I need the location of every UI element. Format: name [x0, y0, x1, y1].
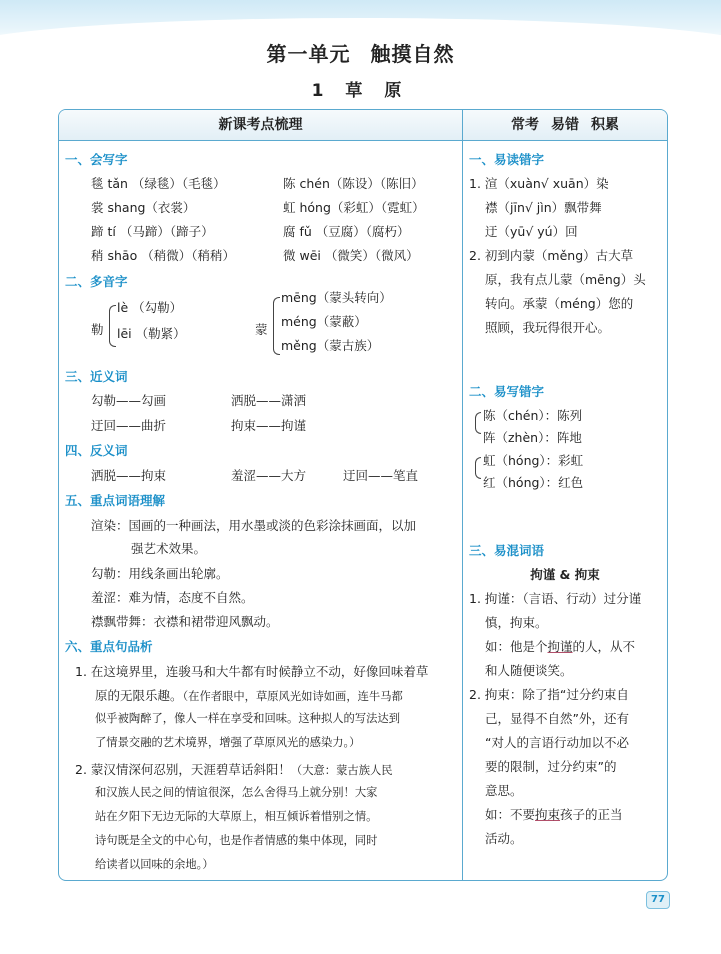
- note-line: 陈（chén）：陈列: [483, 408, 583, 423]
- example-text: 孩子的正当: [560, 807, 623, 822]
- section-title: 一、易读错字: [469, 152, 545, 167]
- brace: [475, 412, 481, 434]
- note-line: 虹（hóng）：彩虹: [483, 453, 584, 468]
- note-line: 慎，拘束。: [485, 615, 548, 630]
- sentence-line: [95, 686, 403, 704]
- definition-line: 襟飘带舞：衣襟和裙带迎风飘动。: [91, 614, 279, 629]
- unit-title: [0, 38, 721, 67]
- note-line: 要的限制，过分约束”的: [485, 759, 617, 774]
- note-line: 红（hóng）：红色: [483, 475, 584, 490]
- brace: [475, 457, 481, 479]
- section-title: 四、反义词: [65, 443, 128, 458]
- note-line: 照顾，我玩得很开心。: [485, 320, 611, 335]
- example-text: 的人，从不: [572, 639, 636, 654]
- section-title: 五、重点词语理解: [65, 493, 166, 508]
- word-item: 虹 hóng（彩虹）（霓虹）: [283, 200, 425, 215]
- note-line: 1. 拘谨：（言语、行动）过分谨: [469, 591, 642, 606]
- example-text: 如：他是个: [485, 639, 548, 654]
- note-line: [485, 805, 623, 823]
- confusable-pair: 拘谨 & 拘束: [530, 567, 600, 582]
- brace: [273, 297, 280, 355]
- brace: [109, 305, 116, 347]
- reading: lēi （勒紧）: [117, 326, 186, 341]
- right-column-header: [463, 110, 667, 141]
- header-word: 积累: [591, 117, 619, 133]
- reading: lè （勾勒）: [117, 300, 183, 315]
- antonym-pair: 羞涩——大方: [231, 468, 307, 483]
- word-item: 毯 tǎn （绿毯）（毛毯）: [91, 176, 226, 191]
- note-line: 1. 渲（xuàn√ xuān）染: [469, 176, 609, 191]
- word-item: 稍 shāo （稍微）（稍稍）: [91, 248, 235, 263]
- analysis-text: （大意：蒙古族人民: [290, 764, 393, 777]
- underlined-word: 拘谨: [547, 639, 573, 654]
- header-word: 易错: [551, 117, 579, 133]
- definition-line: 勾勒：用线条画出轮廓。: [91, 566, 229, 581]
- note-line: 意思。: [485, 783, 523, 798]
- content-frame: [58, 109, 668, 881]
- polyphone-char: 蒙: [255, 322, 268, 337]
- note-line: 2. 初到内蒙（měng）古大草: [469, 248, 634, 263]
- word-item: 腐 fǔ （豆腐）（腐朽）: [283, 224, 410, 239]
- reading: měng（蒙古族）: [281, 338, 380, 353]
- synonym-pair: 洒脱——潇洒: [231, 393, 307, 408]
- sentence-line: [75, 760, 393, 778]
- note-line: 襟（jīn√ jìn）飘带舞: [485, 200, 602, 215]
- right-column: [463, 110, 667, 880]
- note-line: [485, 637, 635, 655]
- unit-name: 触摸自然: [370, 42, 455, 66]
- definition-line: 强艺术效果。: [131, 541, 207, 556]
- note-line: “对人的言语行动加以不必: [485, 735, 629, 750]
- section-title: 一、会写字: [65, 152, 128, 167]
- analysis-line: 站在夕阳下无边无际的大草原上，相互倾诉着惜别之情。: [95, 810, 378, 823]
- header-word: 常考: [511, 117, 539, 133]
- page-number: 77: [646, 891, 670, 909]
- sentence-line: 1. 在这境界里，连骏马和大牛都有时候静立不动，好像回味着草: [75, 664, 429, 679]
- note-line: 原，我有点儿蒙（mēng）头: [485, 272, 646, 287]
- reading: méng（蒙蔽）: [281, 314, 367, 329]
- synonym-pair: 勾勒——勾画: [91, 393, 167, 408]
- note-line: 迂（yū√ yú）回: [485, 224, 578, 239]
- word-item: 裳 shang（衣裳）: [91, 200, 196, 215]
- definition-line: 渲染：国画的一种画法，用水墨或淡的色彩涂抹画面，以加: [91, 518, 417, 533]
- synonym-pair: 迂回——曲折: [91, 418, 167, 433]
- underlined-word: 拘束: [535, 807, 561, 822]
- note-line: 转向。承蒙（méng）您的: [485, 296, 634, 311]
- left-column: [59, 110, 463, 880]
- antonym-pair: 迂回——笔直: [343, 468, 419, 483]
- note-line: 己，显得不自然”外，还有: [485, 711, 629, 726]
- unit-label: 第一单元: [266, 42, 351, 66]
- lesson-title: 1 草 原: [311, 81, 410, 101]
- analysis-line: 了情景交融的艺术境界，增强了草原风光的感染力。）: [95, 736, 361, 749]
- section-title: 六、重点句品析: [65, 639, 153, 654]
- analysis-line: 和汉族人民之间的情谊很深，怎么舍得马上就分别！大家: [95, 786, 378, 799]
- synonym-pair: 拘束——拘谨: [231, 418, 307, 433]
- analysis-line: 给读者以回味的余地。）: [95, 858, 214, 871]
- reading: mēng（蒙头转向）: [281, 290, 392, 305]
- note-line: 活动。: [485, 831, 523, 846]
- word-item: 陈 chén（陈设）（陈旧）: [283, 176, 424, 191]
- polyphone-char: 勒: [91, 322, 104, 337]
- section-title: 二、多音字: [65, 274, 128, 289]
- note-line: 阵（zhèn）：阵地: [483, 430, 582, 445]
- left-column-header: 新课考点梳理: [59, 110, 462, 141]
- sentence-text: 原的无限乐趣。: [95, 688, 183, 703]
- section-title: 二、易写错字: [469, 384, 545, 399]
- sentence-text: 2. 蒙汉情深何忍别，天涯碧草话斜阳！: [75, 762, 291, 777]
- word-item: 蹄 tí （马蹄）（蹄子）: [91, 224, 214, 239]
- note-line: 2. 拘束：除了指“过分约束自: [469, 687, 629, 702]
- example-text: 如：不要: [485, 807, 536, 822]
- definition-line: 羞涩：难为情，态度不自然。: [91, 590, 254, 605]
- analysis-text: （在作者眼中，草原风光如诗如画，连牛马都: [182, 690, 403, 703]
- section-title: 三、易混词语: [469, 543, 545, 558]
- analysis-line: 似乎被陶醉了，像人一样在享受和回味。这种拟人的写法达到: [95, 712, 401, 725]
- note-line: 和人随便谈笑。: [485, 663, 573, 678]
- antonym-pair: 洒脱——拘束: [91, 468, 167, 483]
- section-title: 三、近义词: [65, 369, 128, 384]
- word-item: 微 wēi （微笑）（微风）: [283, 248, 419, 263]
- analysis-line: 诗句既是全文的中心句，也是作者情感的集中体现，同时: [95, 834, 378, 847]
